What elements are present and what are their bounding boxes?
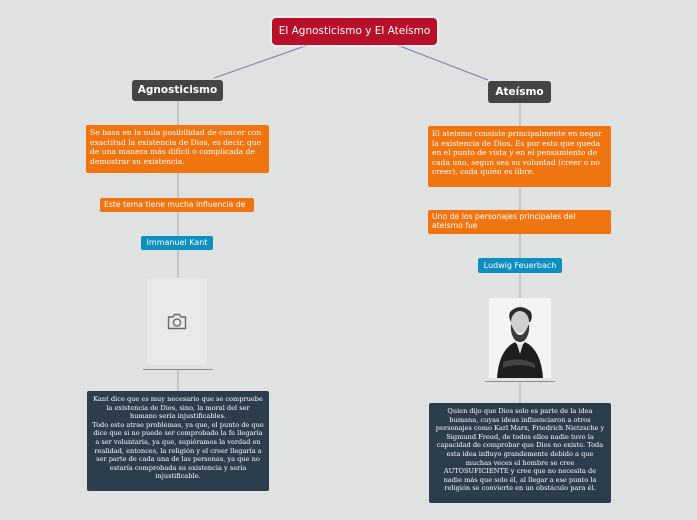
portrait-underline bbox=[485, 381, 555, 382]
image-underline bbox=[143, 369, 213, 370]
connector-root-agnosticismo bbox=[214, 45, 308, 78]
agnosticismo-definition[interactable]: Se basa en la nula posibilidad de concer con exactitud la existencia de Dios, es decir, que de una manera más difícil o complicada de demostrar su existencia. bbox=[86, 125, 269, 173]
agnosticismo-influence[interactable]: Este tema tiene mucha influencia de bbox=[100, 198, 254, 212]
image-placeholder[interactable] bbox=[147, 278, 207, 365]
topic-ateismo[interactable]: Ateísmo bbox=[488, 81, 551, 103]
feuerbach-detail[interactable]: Quien dijo que Dios solo es parte de la idea humana, cuyas ideas influenciaron a otros personajes como Karl Marx, Friedrich Nietzsche y Sigmund Freud, de todos ellos nadie tuvo la capacidad de comprobar que Dios no existe. Toda esta idea influyo grandemente debido a que muchas veces el hombre se cree AUTOSUFICIENTE y cree que no necesita de nadie más que solo él, al llegar a ese punto la religión se convierte en un obstáculo para él. bbox=[429, 403, 611, 503]
feuerbach-portrait[interactable] bbox=[489, 298, 551, 378]
person-ludwig-feuerbach[interactable]: Ludwig Feuerbach bbox=[478, 258, 562, 273]
ateismo-influence[interactable]: Uno de los personajes principales del ateismo fue bbox=[428, 210, 611, 234]
root-topic[interactable]: El Agnosticismo y El Ateísmo bbox=[272, 18, 437, 45]
ateismo-definition[interactable]: El ateismo consiste principalmente en negar la existencia de Dios. Es por esto que queda en el punto de vista y en el pensamiento de cada uno, segun sea su voluntad (creer o no creer), cada quién es libre. bbox=[428, 126, 611, 187]
camera-icon bbox=[167, 313, 187, 330]
feuerbach-portrait-image bbox=[489, 298, 551, 378]
person-immanuel-kant[interactable]: Immanuel Kant bbox=[141, 236, 213, 250]
topic-agnosticismo[interactable]: Agnosticismo bbox=[132, 80, 223, 101]
connector-root-ateismo bbox=[397, 45, 488, 80]
kant-detail[interactable]: Kant dice que es muy necesario que se compruebe la existencia de Dios, sino, la moral del ser humano sería injustificables. Todo esto atrae problemas, ya que, el punto de que dice que si no puede ser comprobado la fe llegaría a ser voluntaria, ya que, supiéramos la verdad en realidad, entonces, la religión y el creer llegaría a ser parte de cada una de las personas, ya que no estaría comprobada su existencia y sería injustificable. bbox=[87, 391, 269, 491]
